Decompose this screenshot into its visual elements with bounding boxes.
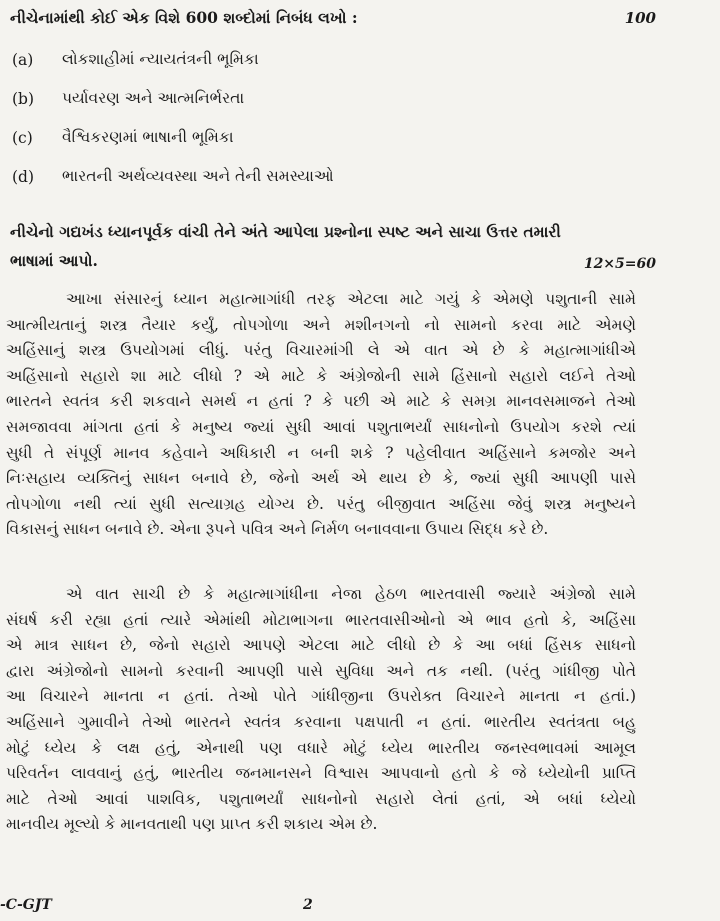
- essay-options: [12, 40, 632, 196]
- passage-line: એ વાત સાચી છે કે મહાત્માગાંધીના નેજા હેઠળ ભારતવાસી જ્યારે અંગ્રેજો સામે: [66, 585, 636, 603]
- passage-line: આ વિચારને માનતા ન હતાં. તેઓ પોતે ગાંધીજીના ઉપરોક્ત વિચારને માનતા ન હતાં.): [6, 687, 636, 706]
- passage-line: માટે તેઓ આવાં પાશવિક, પશુતાભર્યાં સાધનોનો સહારો લેતાં હતાં, એ બધાં ધ્યેયો: [6, 789, 636, 808]
- option-label: (a): [12, 50, 34, 69]
- paper-code: -C-GJT: [0, 897, 52, 913]
- passage-line: મોટું ધ્યેય કે લક્ષ હતું, એનાથી પણ વધારે મોટું ધ્યેય ભારતીય જનસ્વભાવમાં આમૂલ: [6, 738, 636, 757]
- passage-line: એ માત્ર સાધન છે, જેનો સહારો આપણે એટલા માટે લીધો છે કે આ બધાં હિંસક સાધનો: [6, 636, 636, 655]
- option-a: [12, 40, 632, 79]
- option-text: વૈશ્વિકરણમાં ભાષાની ભૂમિકા: [62, 128, 234, 146]
- option-d: [12, 157, 632, 196]
- option-label: (d): [12, 167, 35, 186]
- option-b: [12, 79, 632, 118]
- passage-line: સમજાવવા માંગતા હતાં કે મનુષ્ય જ્યાં સુધી આવાં પશુતાભર્યાં સાધનોનો ઉપયોગ કરશે ત્યાં: [6, 417, 636, 436]
- question-marks: 100: [624, 9, 656, 27]
- passage-line: સુધી તે સંપૂર્ણ માનવ કહેવાને અધિકારી ન બની શકે ? પહેલીવાત અહિંસાને કમજોર અને: [6, 443, 636, 462]
- passage-instruction: [10, 217, 635, 275]
- passage-line: પરિવર્તન લાવવાનું હતું, ભારતીય જનમાનસને વિશ્વાસ આપવાનો હતો કે જે ધ્યેયોની પ્રાપ્તિ: [6, 764, 636, 783]
- option-c: [12, 118, 632, 157]
- passage-line: માનવીય મૂલ્યો કે માનવતાથી પણ પ્રાપ્ત કરી શકાય એમ છે.: [6, 815, 378, 834]
- passage-line: નિઃસહાય વ્યક્તિનું સાધન બનાવે છે, જેનો અર્થ એ થાય છે કે, જ્યાં સુધી આપણી પાસે: [6, 469, 636, 488]
- passage-instruction-line1: નીચેનો ગદ્યખંડ ધ્યાનપૂર્વક વાંચી તેને અંતે આપેલા પ્રશ્નોના સ્પષ્ટ અને સાચા ઉત્તર તમારી: [10, 222, 561, 241]
- option-text: ભારતની અર્થવ્યવસ્થા અને તેની સમસ્યાઓ: [62, 167, 334, 185]
- option-label: (c): [12, 128, 33, 147]
- option-text: લોકશાહીમાં ન્યાયતંત્રની ભૂમિકા: [62, 50, 259, 68]
- passage-line: તોપગોળા નથી ત્યાં સુધી સત્યાગ્રહ યોગ્ય છે. પરંતુ બીજીવાત અહિંસા જેવું શસ્ત્ર મનુષ્યને: [6, 494, 636, 513]
- question-instruction: નીચેનામાંથી કોઈ એક વિશે 600 શબ્દોમાં નિબંધ લખો :: [10, 8, 358, 27]
- passage-line: અહિંસાને ગુમાવીને તેઓ ભારતને સ્વતંત્ર કરવાના પક્ષપાતી ન હતાં. ભારતીય સ્વતંત્રતા બહુ: [6, 712, 636, 731]
- passage-line: આખા સંસારનું ધ્યાન મહાત્માગાંધી તરફ એટલા માટે ગયું કે એમણે પશુતાની સામે: [66, 290, 636, 308]
- passage-line: અહિંસાનો સહારો શા માટે લીધો ? એ માટે કે અંગ્રેજોની સામે હિંસાનો સહારો લઈને તેઓ: [6, 366, 636, 385]
- passage-line: આત્મીયતાનું શસ્ત્ર તૈયાર કર્યું, તોપગોળા અને મશીનગનો નો સામનો કરવા માટે એમણે: [6, 315, 636, 334]
- passage-paragraph-2: [6, 582, 636, 838]
- passage-line: અહિંસાનું શસ્ત્ર ઉપયોગમાં લીધું. પરંતુ વિચારમાંગી લે એ વાત એ છે કે મહાત્માગાંધીએ: [6, 341, 636, 360]
- passage-paragraph-1: [6, 287, 636, 543]
- passage-line: ભારતને સ્વતંત્ર કરી શકવાને સમર્થ ન હતાં ? કે પછી એ માટે કે સમગ્ર માનવસમાજને તેઓ: [6, 392, 636, 411]
- page-number: 2: [303, 897, 313, 913]
- option-text: પર્યાવરણ અને આત્મનિર્ભરતા: [62, 89, 245, 107]
- passage-line: સંઘર્ષ કરી રહ્યા હતાં ત્યારે એમાંથી મોટાભાગના ભારતવાસીઓનો એ ભાવ હતો કે, અહિંસા: [6, 610, 636, 629]
- passage-marks: 12×5=60: [583, 256, 656, 272]
- passage-line: વિકાસનું સાધન બનાવે છે. એના રૂપને પવિત્ર અને નિર્મળ બનાવવાના ઉપાય સિદ્ધ કરે છે.: [6, 520, 549, 539]
- option-label: (b): [12, 89, 35, 108]
- passage-instruction-line2: ભાષામાં આપો.: [10, 251, 98, 270]
- passage-line: દ્વારા અંગ્રેજોનો સામનો કરવાની આપણી પાસે સુવિધા અને તક નથી. (પરંતુ ગાંધીજી પોતે: [6, 661, 636, 680]
